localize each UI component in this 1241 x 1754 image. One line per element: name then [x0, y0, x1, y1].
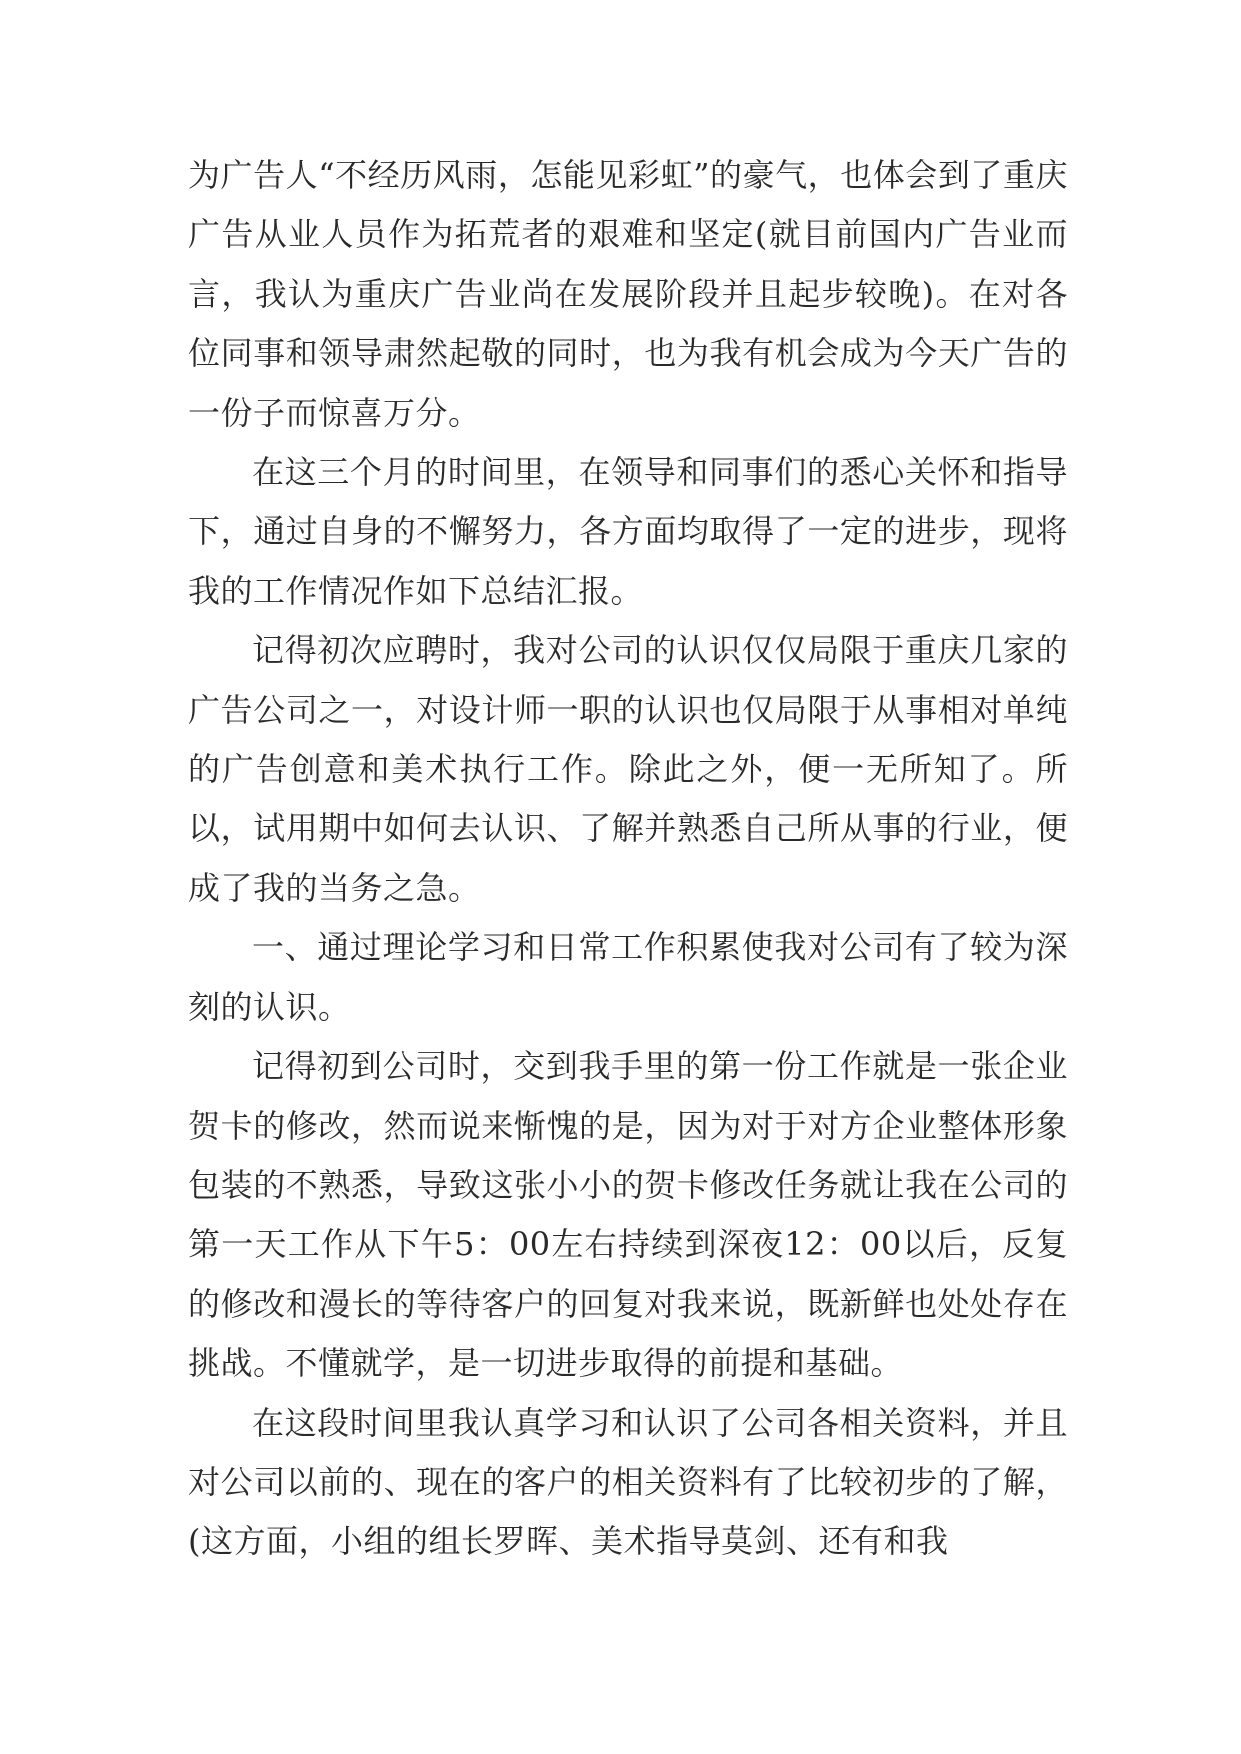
paragraph-6: 在这段时间里我认真学习和认识了公司各相关资料，并且对公司以前的、现在的客户的相关资料有了比较初步的了解，(这方面，小组的组长罗晖、美术指导莫剑、还有和我	[188, 1403, 1068, 1561]
paragraph-4-section-heading: 一、通过理论学习和日常工作积累使我对公司有了较为深刻的认识。	[188, 928, 1068, 1026]
paragraph-2: 在这三个月的时间里，在领导和同事们的悉心关怀和指导下，通过自身的不懈努力，各方面均取得了一定的进步，现将我的工作情况作如下总结汇报。	[188, 453, 1068, 610]
paragraph-1: 为广告人“不经历风雨，怎能见彩虹”的豪气，也体会到了重庆广告从业人员作为拓荒者的艰难和坚定(就目前国内广告业而言，我认为重庆广告业尚在发展阶段并且起步较晚)。在对各位同事和领导肃然起敬的同时，也为我有机会成为今天广告的一份子而惊喜万分。	[188, 156, 1068, 432]
paragraph-3: 记得初次应聘时，我对公司的认识仅仅局限于重庆几家的广告公司之一，对设计师一职的认识也仅局限于从事相对单纯的广告创意和美术执行工作。除此之外，便一无所知了。所以，试用期中如何去认识、了解并熟悉自己所从事的行业，便成了我的当务之急。	[188, 631, 1068, 907]
document-body	[188, 146, 1068, 1572]
paragraph-5: 记得初到公司时，交到我手里的第一份工作就是一张企业贺卡的修改，然而说来惭愧的是，因为对于对方企业整体形象包装的不熟悉，导致这张小小的贺卡修改任务就让我在公司的第一天工作从下午5：00左右持续到深夜12：00以后，反复的修改和漫长的等待客户的回复对我来说，既新鲜也处处存在挑战。不懂就学，是一切进步取得的前提和基础。	[188, 1047, 1068, 1383]
